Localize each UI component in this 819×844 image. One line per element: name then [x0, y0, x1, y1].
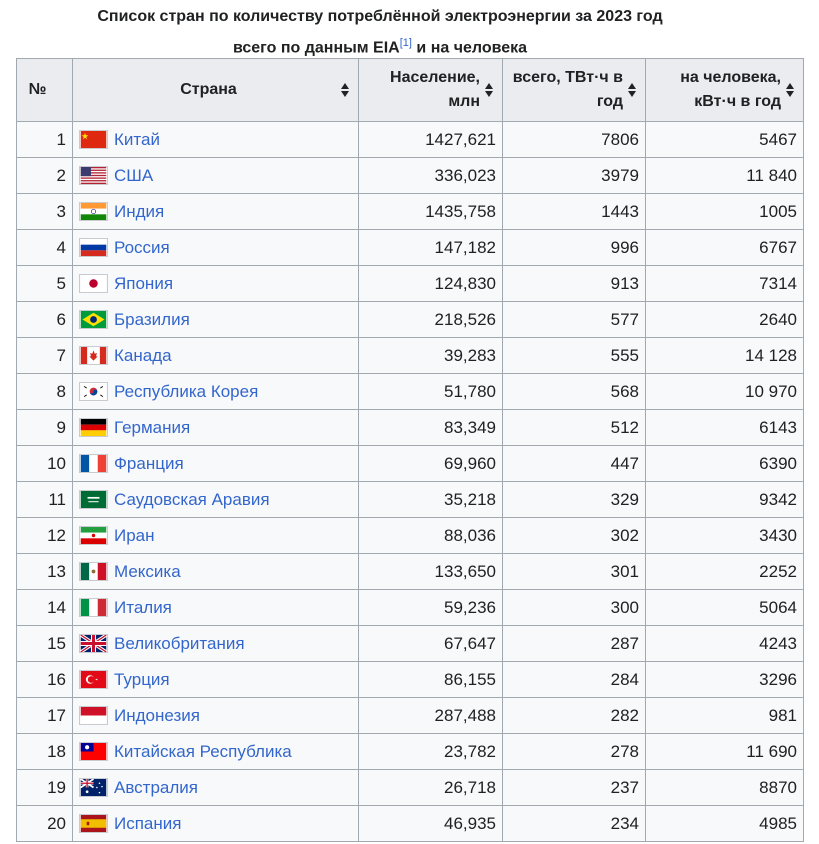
- table-row: [17, 734, 804, 770]
- per-capita-cell: 11 840: [646, 158, 804, 194]
- header-country[interactable]: [73, 59, 359, 122]
- country-cell: [73, 590, 359, 626]
- country-link[interactable]: Япония: [114, 273, 174, 293]
- country-link[interactable]: США: [114, 165, 154, 185]
- country-cell: [73, 122, 359, 158]
- country-cell: [73, 410, 359, 446]
- total-cell: 302: [503, 518, 646, 554]
- caption-line-2-start: всего по данным EIA: [232, 39, 400, 57]
- per-capita-cell: 8870: [646, 770, 804, 806]
- table-row: [17, 482, 804, 518]
- saudi-flag-icon: [79, 490, 108, 509]
- table-row: [17, 698, 804, 734]
- france-flag-icon: [79, 454, 108, 473]
- per-capita-cell: 3296: [646, 662, 804, 698]
- header-rank[interactable]: [17, 59, 73, 122]
- table-row: [17, 590, 804, 626]
- rank-cell: 14: [17, 590, 73, 626]
- table-row: [17, 770, 804, 806]
- taiwan-flag-icon: [79, 742, 108, 761]
- population-cell: 124,830: [359, 266, 503, 302]
- china-flag-icon: [79, 130, 108, 149]
- header-total-label: всего, ТВт·ч в год: [512, 69, 623, 110]
- brazil-flag-icon: [79, 310, 108, 329]
- country-link[interactable]: Испания: [114, 813, 182, 833]
- country-link[interactable]: Италия: [114, 597, 172, 617]
- country-link[interactable]: Бразилия: [114, 309, 190, 329]
- country-cell: [73, 626, 359, 662]
- header-total[interactable]: [503, 59, 646, 122]
- rank-cell: 4: [17, 230, 73, 266]
- sort-icon[interactable]: [628, 82, 637, 98]
- country-link[interactable]: Австралия: [114, 777, 198, 797]
- total-cell: 996: [503, 230, 646, 266]
- header-per-capita[interactable]: [646, 59, 804, 122]
- india-flag-icon: [79, 202, 108, 221]
- country-link[interactable]: Германия: [114, 417, 191, 437]
- table-body: [17, 122, 804, 842]
- per-capita-cell: 2640: [646, 302, 804, 338]
- per-capita-cell: 7314: [646, 266, 804, 302]
- country-cell: [73, 770, 359, 806]
- rank-cell: 7: [17, 338, 73, 374]
- country-cell: [73, 266, 359, 302]
- rank-cell: 13: [17, 554, 73, 590]
- australia-flag-icon: [79, 778, 108, 797]
- per-capita-cell: 981: [646, 698, 804, 734]
- electricity-table: [16, 58, 804, 842]
- total-cell: 287: [503, 626, 646, 662]
- country-link[interactable]: Саудовская Аравия: [114, 489, 270, 509]
- rank-cell: 8: [17, 374, 73, 410]
- population-cell: 67,647: [359, 626, 503, 662]
- country-link[interactable]: Индия: [114, 201, 165, 221]
- per-capita-cell: 5064: [646, 590, 804, 626]
- italy-flag-icon: [79, 598, 108, 617]
- population-cell: 86,155: [359, 662, 503, 698]
- country-link[interactable]: Иран: [114, 525, 155, 545]
- turkey-flag-icon: [79, 670, 108, 689]
- population-cell: 287,488: [359, 698, 503, 734]
- per-capita-cell: 10 970: [646, 374, 804, 410]
- country-link[interactable]: Республика Корея: [114, 381, 259, 401]
- total-cell: 447: [503, 446, 646, 482]
- total-cell: 577: [503, 302, 646, 338]
- rank-cell: 6: [17, 302, 73, 338]
- country-cell: [73, 194, 359, 230]
- caption-line-1: Список стран по количеству потреблённой электроэнергии за 2023 год: [97, 8, 663, 25]
- mexico-flag-icon: [79, 562, 108, 581]
- rank-cell: 12: [17, 518, 73, 554]
- per-capita-cell: 6767: [646, 230, 804, 266]
- total-cell: 300: [503, 590, 646, 626]
- country-cell: [73, 518, 359, 554]
- rank-cell: 10: [17, 446, 73, 482]
- sort-icon[interactable]: [786, 82, 795, 98]
- canada-flag-icon: [79, 346, 108, 365]
- total-cell: 512: [503, 410, 646, 446]
- per-capita-cell: 6390: [646, 446, 804, 482]
- table-row: [17, 122, 804, 158]
- table-row: [17, 158, 804, 194]
- spain-flag-icon: [79, 814, 108, 833]
- iran-flag-icon: [79, 526, 108, 545]
- table-row: [17, 266, 804, 302]
- population-cell: 39,283: [359, 338, 503, 374]
- rank-cell: 3: [17, 194, 73, 230]
- country-link[interactable]: Турция: [114, 669, 170, 689]
- country-cell: [73, 302, 359, 338]
- total-cell: 1443: [503, 194, 646, 230]
- country-cell: [73, 554, 359, 590]
- country-link[interactable]: Китай: [114, 129, 160, 149]
- table-row: [17, 230, 804, 266]
- per-capita-cell: 14 128: [646, 338, 804, 374]
- per-capita-cell: 6143: [646, 410, 804, 446]
- population-cell: 147,182: [359, 230, 503, 266]
- japan-flag-icon: [79, 274, 108, 293]
- table-row: [17, 410, 804, 446]
- table-caption: [0, 4, 760, 61]
- rank-cell: 18: [17, 734, 73, 770]
- population-cell: 59,236: [359, 590, 503, 626]
- reference-link[interactable]: [1]: [399, 37, 412, 49]
- country-cell: [73, 374, 359, 410]
- table-row: [17, 374, 804, 410]
- population-cell: 336,023: [359, 158, 503, 194]
- indonesia-flag-icon: [79, 706, 108, 725]
- header-population-label: Население, млн: [390, 69, 480, 110]
- total-cell: 7806: [503, 122, 646, 158]
- caption-line-2: [0, 30, 760, 61]
- usa-flag-icon: [79, 166, 108, 185]
- table-row: [17, 662, 804, 698]
- per-capita-cell: 3430: [646, 518, 804, 554]
- table-row: [17, 626, 804, 662]
- population-cell: 133,650: [359, 554, 503, 590]
- country-cell: [73, 446, 359, 482]
- table-row: [17, 338, 804, 374]
- total-cell: 568: [503, 374, 646, 410]
- population-cell: 46,935: [359, 806, 503, 842]
- per-capita-cell: 11 690: [646, 734, 804, 770]
- table-row: [17, 806, 804, 842]
- rank-cell: 16: [17, 662, 73, 698]
- population-cell: 51,780: [359, 374, 503, 410]
- table-row: [17, 554, 804, 590]
- country-link[interactable]: Франция: [114, 453, 184, 473]
- population-cell: 26,718: [359, 770, 503, 806]
- country-link[interactable]: Мексика: [114, 561, 181, 581]
- rank-cell: 1: [17, 122, 73, 158]
- rank-cell: 5: [17, 266, 73, 302]
- total-cell: 3979: [503, 158, 646, 194]
- population-cell: 1435,758: [359, 194, 503, 230]
- rank-cell: 17: [17, 698, 73, 734]
- country-cell: [73, 734, 359, 770]
- header-rank-label: №: [28, 81, 47, 98]
- population-cell: 23,782: [359, 734, 503, 770]
- country-cell: [73, 806, 359, 842]
- total-cell: 555: [503, 338, 646, 374]
- country-cell: [73, 482, 359, 518]
- sort-icon[interactable]: [485, 82, 494, 98]
- table-row: [17, 518, 804, 554]
- country-link[interactable]: Великобритания: [114, 633, 245, 653]
- total-cell: 234: [503, 806, 646, 842]
- rank-cell: 11: [17, 482, 73, 518]
- table-row: [17, 446, 804, 482]
- rank-cell: 19: [17, 770, 73, 806]
- per-capita-cell: 5467: [646, 122, 804, 158]
- header-country-label: Страна: [180, 81, 237, 98]
- country-link[interactable]: Россия: [114, 237, 170, 257]
- rank-cell: 20: [17, 806, 73, 842]
- country-cell: [73, 698, 359, 734]
- per-capita-cell: 2252: [646, 554, 804, 590]
- header-per-capita-label: на человека, кВт·ч в год: [680, 69, 781, 110]
- population-cell: 35,218: [359, 482, 503, 518]
- population-cell: 218,526: [359, 302, 503, 338]
- total-cell: 278: [503, 734, 646, 770]
- total-cell: 329: [503, 482, 646, 518]
- country-cell: [73, 158, 359, 194]
- korea-flag-icon: [79, 382, 108, 401]
- per-capita-cell: 4243: [646, 626, 804, 662]
- per-capita-cell: 9342: [646, 482, 804, 518]
- uk-flag-icon: [79, 634, 108, 653]
- total-cell: 282: [503, 698, 646, 734]
- russia-flag-icon: [79, 238, 108, 257]
- rank-cell: 2: [17, 158, 73, 194]
- population-cell: 88,036: [359, 518, 503, 554]
- germany-flag-icon: [79, 418, 108, 437]
- population-cell: 83,349: [359, 410, 503, 446]
- total-cell: 913: [503, 266, 646, 302]
- header-population[interactable]: [359, 59, 503, 122]
- sort-icon[interactable]: [341, 82, 350, 98]
- population-cell: 1427,621: [359, 122, 503, 158]
- caption-line-2-end: и на человека: [411, 39, 528, 57]
- country-cell: [73, 338, 359, 374]
- table-row: [17, 194, 804, 230]
- country-link[interactable]: Канада: [114, 345, 172, 365]
- country-link[interactable]: Китайская Республика: [114, 741, 292, 761]
- rank-cell: 15: [17, 626, 73, 662]
- total-cell: 301: [503, 554, 646, 590]
- country-cell: [73, 662, 359, 698]
- rank-cell: 9: [17, 410, 73, 446]
- per-capita-cell: 4985: [646, 806, 804, 842]
- population-cell: 69,960: [359, 446, 503, 482]
- total-cell: 284: [503, 662, 646, 698]
- country-cell: [73, 230, 359, 266]
- table-row: [17, 302, 804, 338]
- total-cell: 237: [503, 770, 646, 806]
- header-row: [17, 59, 804, 122]
- country-link[interactable]: Индонезия: [114, 705, 200, 725]
- per-capita-cell: 1005: [646, 194, 804, 230]
